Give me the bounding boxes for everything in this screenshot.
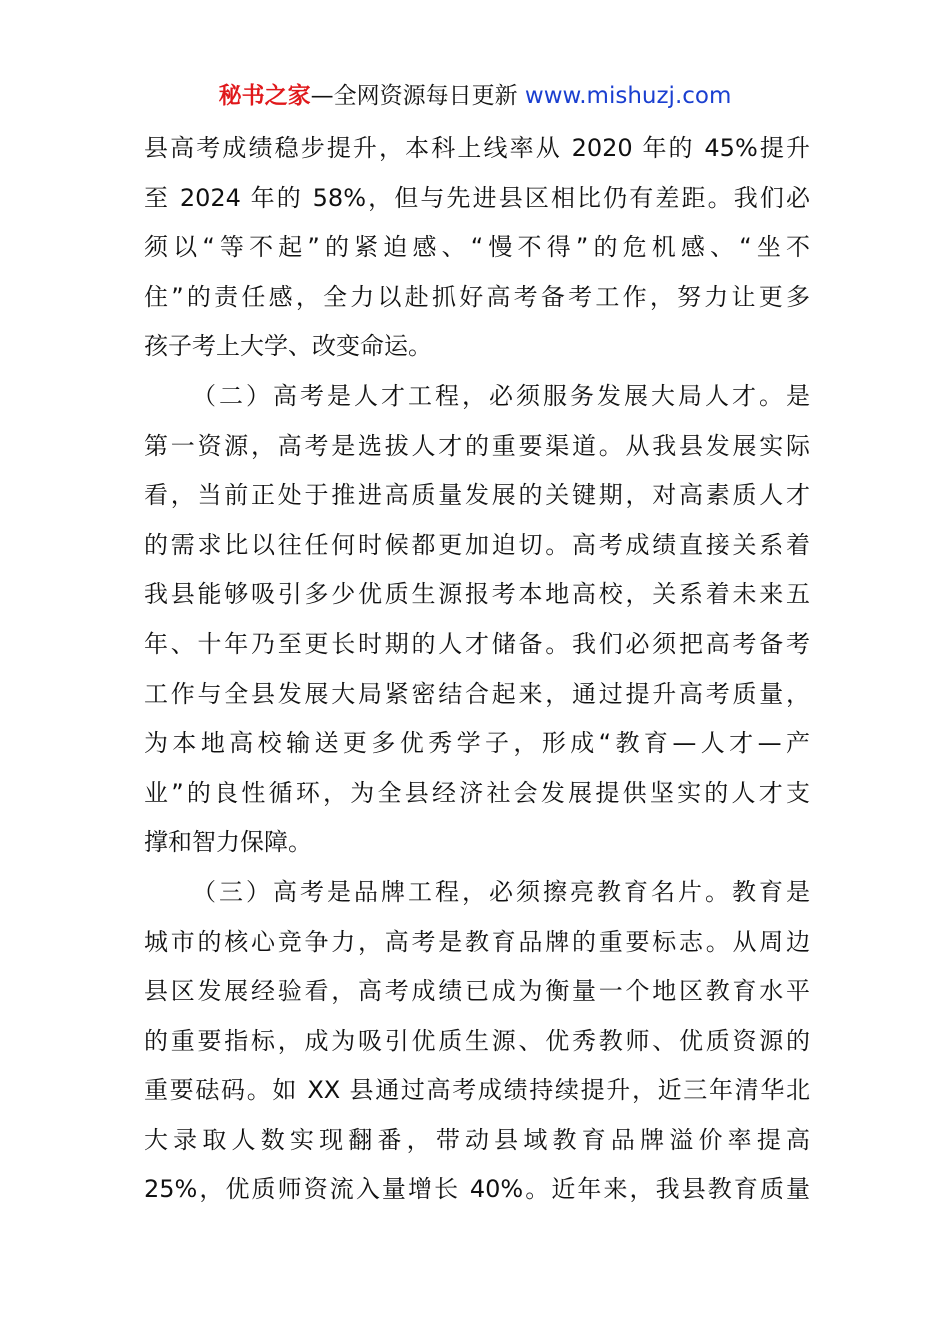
text-line: 看，当前正处于推进高质量发展的关键期，对高素质人才 (144, 481, 810, 510)
text-line: 大录取人数实现翻番，带动县域教育品牌溢价率提高 (144, 1125, 810, 1154)
text-line: 我县能够吸引多少优质生源报考本地高校，关系着未来五 (144, 580, 810, 609)
text-line: 的重要指标，成为吸引优质生源、优秀教师、优质资源的 (144, 1026, 810, 1055)
text-line: 撑和智力保障。 (144, 828, 312, 857)
text-line: 孩子考上大学、改变命运。 (144, 332, 432, 361)
text-line: 第一资源，高考是选拔人才的重要渠道。从我县发展实际 (144, 431, 810, 460)
text-line: 25%，优质师资流入量增长 40%。近年来，我县教育质量 (144, 1175, 810, 1204)
text-line: 年、十年乃至更长时期的人才储备。我们必须把高考备考 (144, 629, 810, 658)
text-line: 业”的良性循环，为全县经济社会发展提供坚实的人才支 (144, 778, 810, 807)
text-line: 工作与全县发展大局紧密结合起来，通过提升高考质量， (144, 679, 810, 708)
text-line: 至 2024 年的 58%，但与先进县区相比仍有差距。我们必 (144, 183, 810, 212)
document-body (144, 124, 810, 1215)
text-line: 重要砝码。如 XX 县通过高考成绩持续提升，近三年清华北 (144, 1076, 810, 1105)
site-url[interactable]: www.mishuzj.com (524, 83, 732, 109)
text-line: 城市的核心竞争力，高考是教育品牌的重要标志。从周边 (144, 927, 810, 956)
text-line: 为本地高校输送更多优秀学子，形成“教育—人才—产 (144, 729, 810, 758)
text-line: 县区发展经验看，高考成绩已成为衡量一个地区教育水平 (144, 977, 810, 1006)
header-tagline: —全网资源每日更新 (310, 83, 525, 109)
text-line: 县高考成绩稳步提升，本科上线率从 2020 年的 45%提升 (144, 134, 810, 162)
text-line: 的需求比以往任何时候都更加迫切。高考成绩直接关系着 (144, 530, 810, 559)
text-line: 须以“等不起”的紧迫感、“慢不得”的危机感、“坐不 (144, 233, 810, 262)
site-header (0, 80, 950, 112)
paragraph-heading-2: （二）高考是人才工程，必须服务发展大局人才。是 (192, 381, 810, 410)
brand-name: 秘书之家 (218, 83, 311, 109)
text-line: 住”的责任感，全力以赴抓好高考备考工作，努力让更多 (144, 282, 810, 311)
paragraph-heading-3: （三）高考是品牌工程，必须擦亮教育名片。教育是 (192, 877, 810, 906)
